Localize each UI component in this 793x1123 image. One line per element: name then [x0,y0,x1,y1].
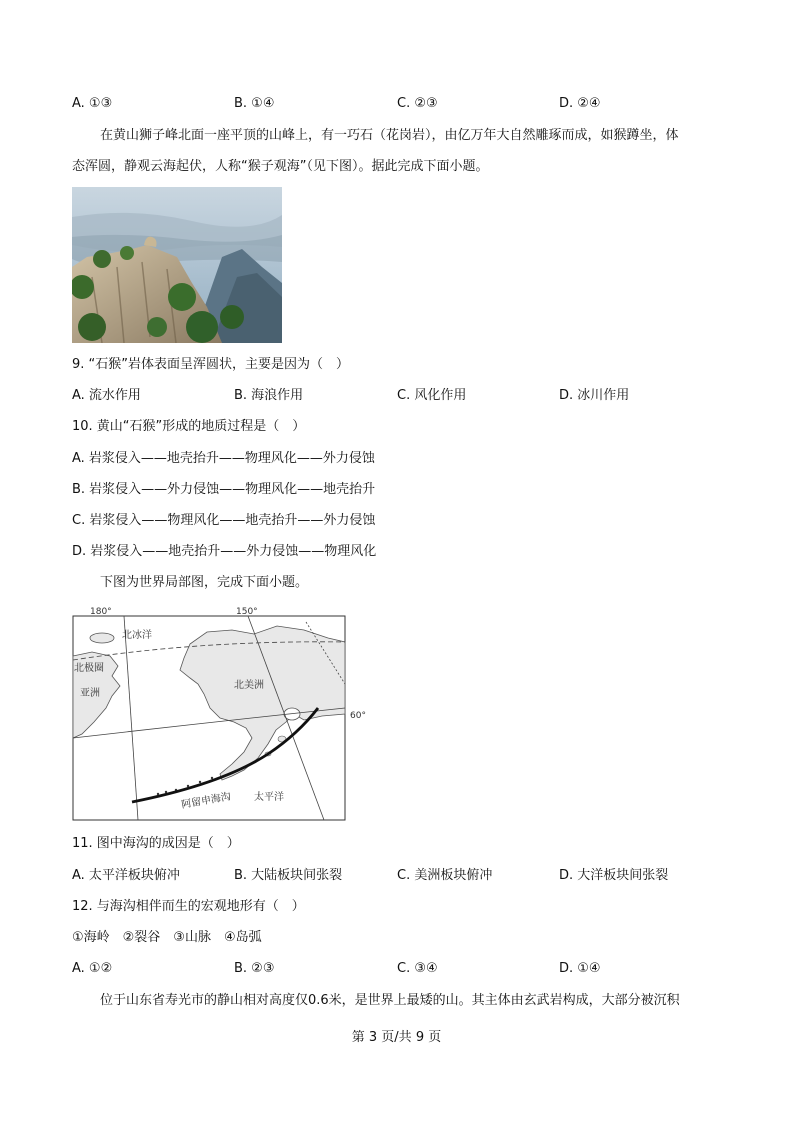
q10-option-c: C. 岩浆侵入——物理风化——地壳抬升——外力侵蚀 [72,513,376,528]
map-label-asia: 亚洲 [80,688,100,699]
q11-stem: 11. 图中海沟的成因是（ ） [72,836,240,851]
q9-option-a: A. 流水作用 [72,388,141,403]
q11-option-b: B. 大陆板块间张裂 [234,868,343,883]
map-label-pacific: 太平洋 [254,792,284,803]
q11-option-c: C. 美洲板块俯冲 [397,868,493,883]
q10-option-a: A. 岩浆侵入——地壳抬升——物理风化——外力侵蚀 [72,451,375,466]
passage1-line2: 态浑圆，静观云海起伏，人称“猴子观海”（见下图）。据此完成下面小题。 [72,159,489,174]
q12-option-b: B. ②③ [234,961,275,976]
q8-option-d: D. ②④ [559,96,601,111]
monkey-rock-photo [72,187,282,343]
q8-option-c: C. ②③ [397,96,438,111]
q9-stem: 9. “石猴”岩体表面呈浑圆状，主要是因为（ ） [72,357,350,372]
q9-option-d: D. 冰川作用 [559,388,630,403]
q12-option-c: C. ③④ [397,961,438,976]
q11-option-a: A. 太平洋板块俯冲 [72,868,180,883]
q12-stem: 12. 与海沟相伴而生的宏观地形有（ ） [72,899,305,914]
world-partial-map [72,604,368,822]
q10-stem: 10. 黄山“石猴”形成的地质过程是（ ） [72,419,306,434]
q9-options [72,386,732,406]
map-intro: 下图为世界局部图，完成下面小题。 [100,575,309,590]
q11-options [72,866,732,886]
q8-options [72,94,732,114]
q10-option-b: B. 岩浆侵入——外力侵蚀——物理风化——地壳抬升 [72,482,376,497]
map-label-arctic-ocean: 北冰洋 [122,630,152,641]
map-lon-180: 180° [90,607,112,617]
q12-option-a: A. ①② [72,961,113,976]
map-label-aleutian-trench: 阿留申海沟 [180,791,232,811]
q12-option-d: D. ①④ [559,961,601,976]
q9-option-b: B. 海浪作用 [234,388,304,403]
q8-option-a: A. ①③ [72,96,113,111]
passage1-line1: 在黄山狮子峰北面一座平顶的山峰上，有一巧石（花岗岩），由亿万年大自然雕琢而成，如猴蹲坐，体 [100,128,679,143]
passage2-line1: 位于山东省寿光市的静山相对高度仅0.6米，是世界上最矮的山。其主体由玄武岩构成，大部分被沉积 [100,993,680,1008]
q10-option-d: D. 岩浆侵入——地壳抬升——外力侵蚀——物理风化 [72,544,377,559]
q8-option-b: B. ①④ [234,96,275,111]
map-label-arctic-circle: 北极圈 [74,663,104,674]
q12-options [72,959,732,979]
q12-items: ①海岭 ②裂谷 ③山脉 ④岛弧 [72,930,262,945]
map-label-north-america: 北美洲 [234,680,264,691]
q11-option-d: D. 大洋板块间张裂 [559,868,669,883]
q9-option-c: C. 风化作用 [397,388,467,403]
page-footer: 第 3 页/共 9 页 [351,1030,442,1045]
map-lat-60: 60° [350,711,366,721]
map-lon-150: 150° [236,607,258,617]
